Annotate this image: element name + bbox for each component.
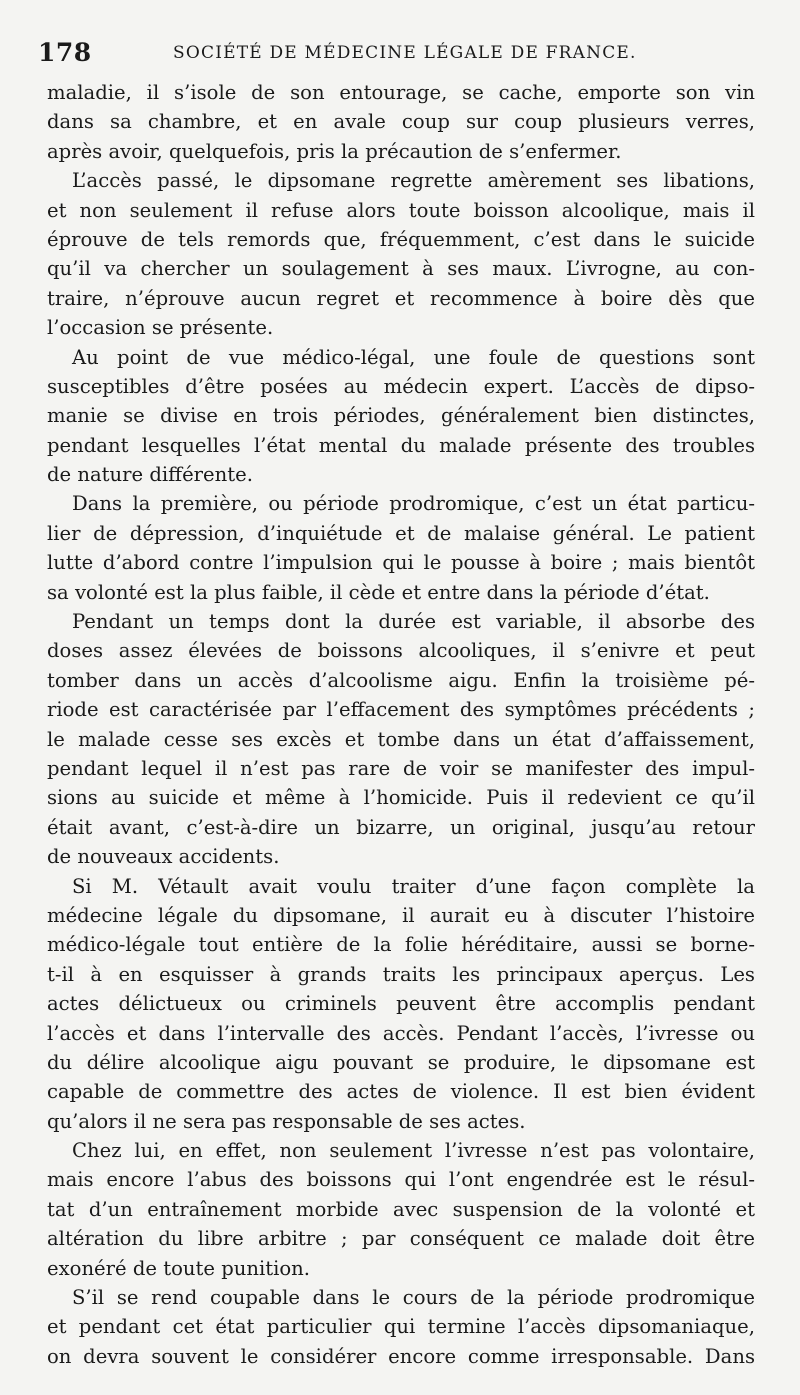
text-line: pendant lesquelles l’état mental du malade présente des troubles [47, 433, 755, 457]
text-line: Au point de vue médico-légal, une foule de questions sont [72, 345, 755, 369]
text-line: doses assez élevées de boissons alcooliques, il s’enivre et peut [47, 639, 755, 663]
text-line: on devra souvent le considérer encore comme irresponsable. Dans [47, 1344, 755, 1368]
text-line: du délire alcoolique aigu pouvant se produire, le dipsomane est [47, 1050, 755, 1074]
page-header [38, 38, 778, 74]
text-line: qu’il va chercher un soulagement à ses maux. L’ivrogne, au con- [47, 257, 755, 281]
text-line: L’accès passé, le dipsomane regrette amèrement ses libations, [72, 169, 755, 193]
text-line: t-il à en esquisser à grands traits les principaux aperçus. Les [47, 962, 755, 986]
text-line: Dans la première, ou période prodromique, c’est un état particu- [72, 492, 755, 516]
text-line: tat d’un entraînement morbide avec suspension de la volonté et [47, 1197, 755, 1221]
text-line: capable de commettre des actes de violence. Il est bien évident [47, 1080, 755, 1104]
body-text [47, 78, 755, 1371]
text-line: sa volonté est la plus faible, il cède et entre dans la période d’état. [47, 580, 710, 604]
text-line: sions au suicide et même à l’homicide. Puis il redevient ce qu’il [47, 786, 755, 810]
text-line: tomber dans un accès d’alcoolisme aigu. Enfin la troisième pé- [47, 668, 755, 692]
text-line: pendant lequel il n’est pas rare de voir se manifester des impul- [47, 756, 755, 780]
text-line: S’il se rend coupable dans le cours de la période prodromique [72, 1286, 755, 1310]
text-line: traire, n’éprouve aucun regret et recommence à boire dès que [47, 286, 755, 310]
text-line: le malade cesse ses excès et tombe dans un état d’affaissement, [47, 727, 755, 751]
text-line: Si M. Vétault avait voulu traiter d’une façon complète la [72, 874, 755, 898]
text-line: riode est caractérisée par l’effacement des symptômes précédents ; [47, 698, 755, 722]
text-line: susceptibles d’être posées au médecin expert. L’accès de dipso- [47, 374, 755, 398]
text-line: lier de dépression, d’inquiétude et de malaise général. Le patient [47, 521, 755, 545]
text-line: qu’alors il ne sera pas responsable de ses actes. [47, 1109, 526, 1133]
text-line: l’accès et dans l’intervalle des accès. Pendant l’accès, l’ivresse ou [47, 1021, 755, 1045]
text-line: et pendant cet état particulier qui termine l’accès dipsomaniaque, [47, 1315, 755, 1339]
text-line: actes délictueux ou criminels peuvent être accomplis pendant [47, 992, 755, 1016]
running-head: SOCIÉTÉ DE MÉDECINE LÉGALE DE FRANCE. [173, 43, 637, 63]
text-line: lutte d’abord contre l’impulsion qui le pousse à boire ; mais bientôt [47, 551, 755, 575]
text-line: mais encore l’abus des boissons qui l’ont engendrée est le résul- [47, 1168, 755, 1192]
text-line: et non seulement il refuse alors toute boisson alcoolique, mais il [47, 198, 755, 222]
text-line: altération du libre arbitre ; par conséquent ce malade doit être [47, 1227, 755, 1251]
text-line: maladie, il s’isole de son entourage, se cache, emporte son vin [47, 81, 755, 104]
page-number: 178 [38, 38, 92, 67]
text-line: de nature différente. [47, 463, 253, 487]
text-line: était avant, c’est-à-dire un bizarre, un original, jusqu’au retour [47, 815, 755, 839]
text-line: éprouve de tels remords que, fréquemment, c’est dans le suicide [47, 227, 755, 251]
text-line: manie se divise en trois périodes, généralement bien distinctes, [47, 404, 755, 428]
text-line: après avoir, quelquefois, pris la précaution de s’enfermer. [47, 139, 622, 163]
text-line: exonéré de toute punition. [47, 1256, 311, 1280]
text-line: Chez lui, en effet, non seulement l’ivresse n’est pas volontaire, [72, 1139, 755, 1163]
text-line: l’occasion se présente. [47, 316, 274, 340]
text-line: Pendant un temps dont la durée est variable, il absorbe des [72, 610, 755, 634]
text-line: de nouveaux accidents. [47, 845, 280, 869]
text-line: médecine légale du dipsomane, il aurait eu à discuter l’histoire [47, 903, 755, 927]
text-line: dans sa chambre, et en avale coup sur coup plusieurs verres, [47, 110, 755, 134]
text-line: médico-légale tout entière de la folie héréditaire, aussi se borne- [47, 933, 755, 957]
